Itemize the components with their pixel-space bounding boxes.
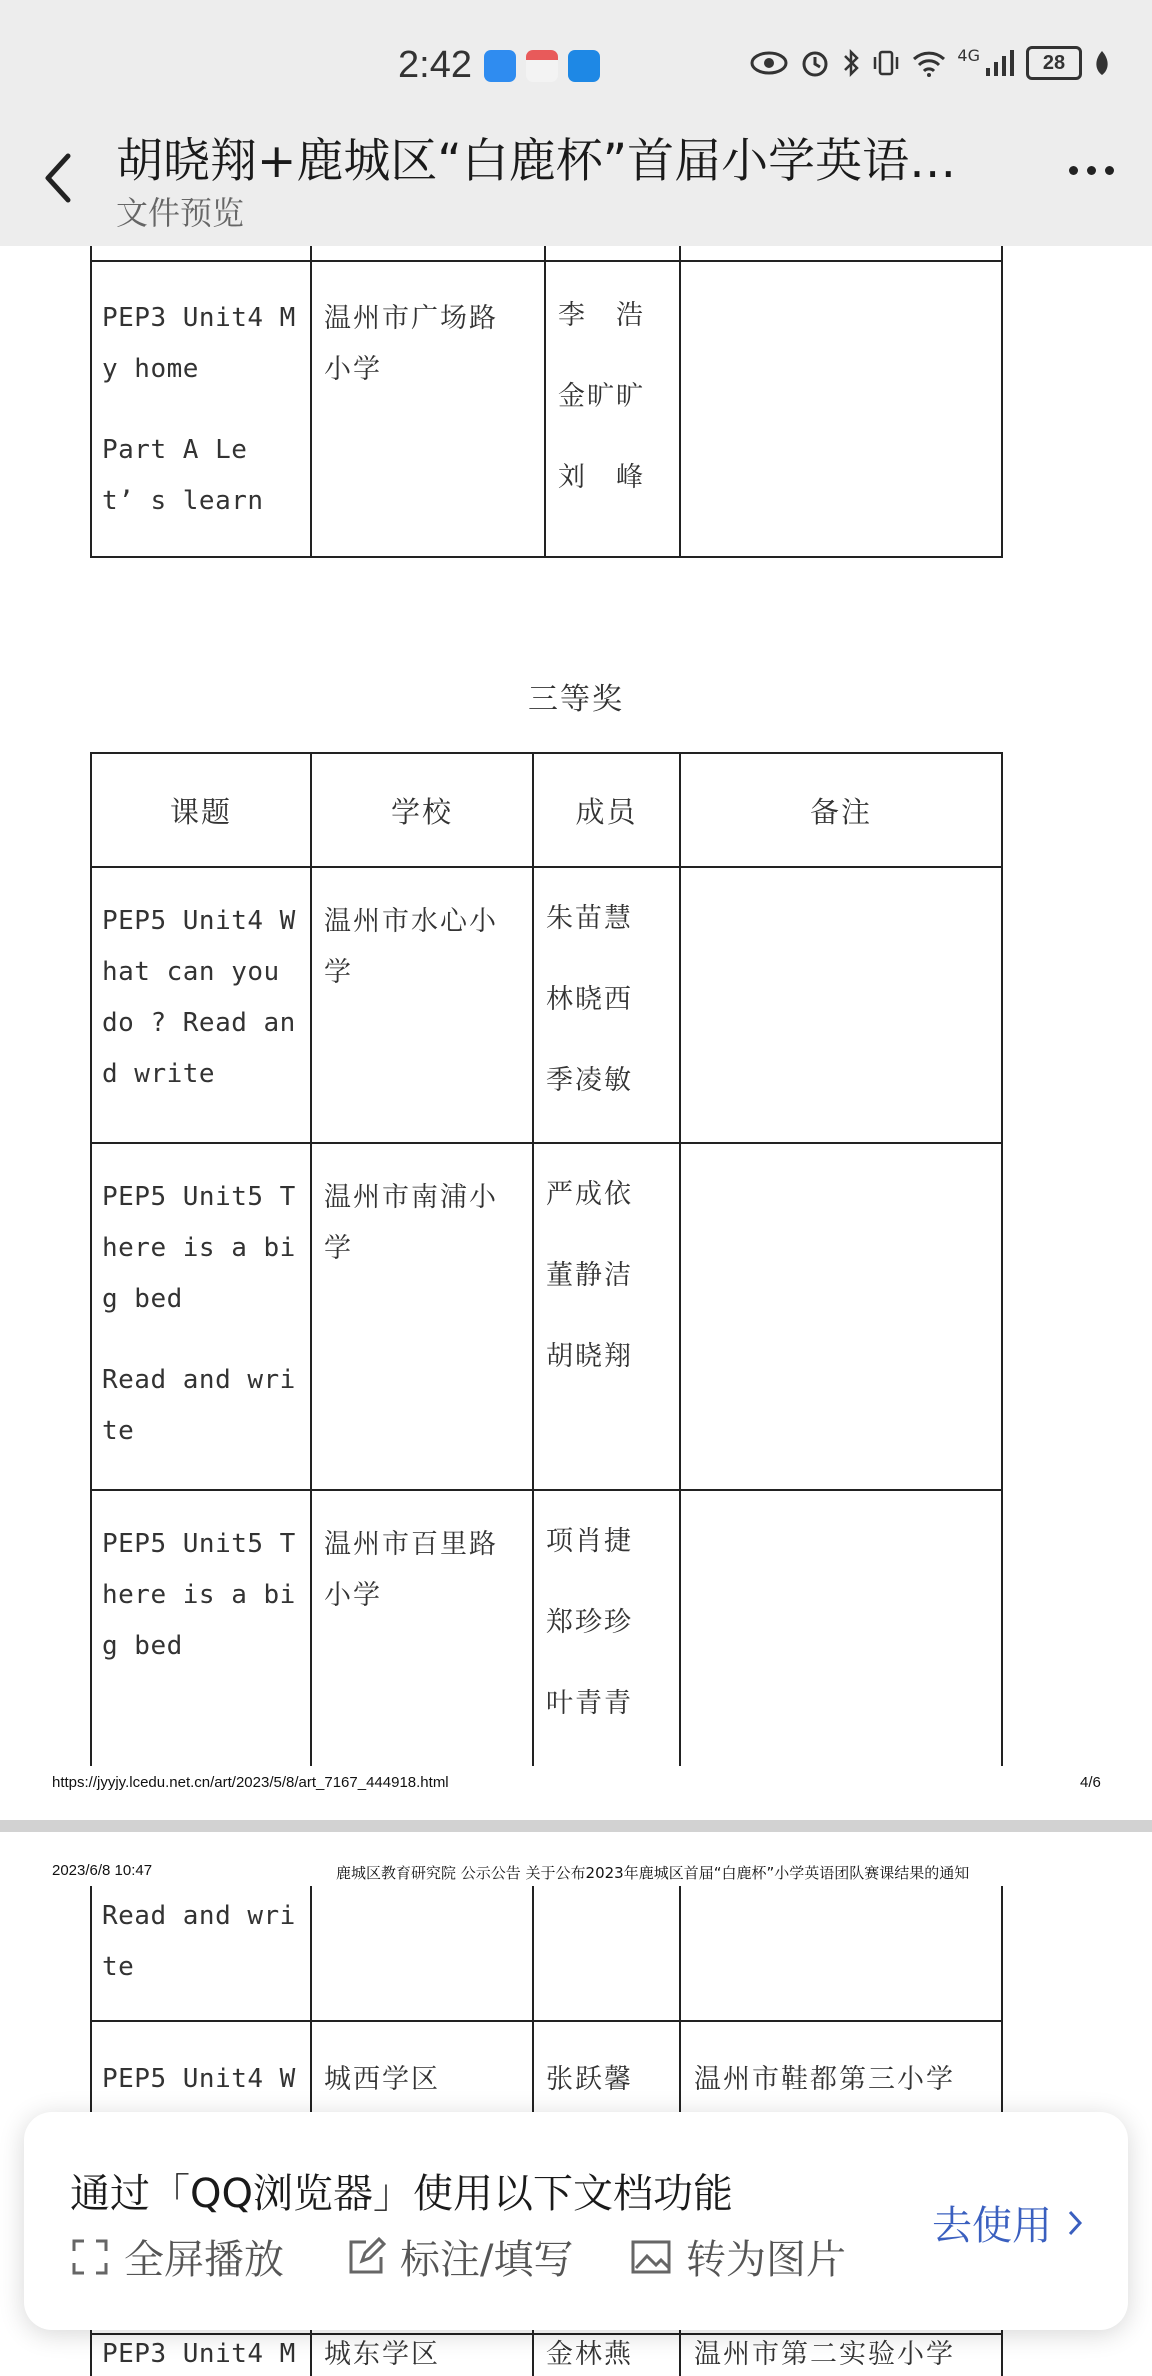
page-header-date: 2023/6/8 10:47 <box>52 1862 153 1879</box>
alarm-icon <box>799 47 831 79</box>
signal-icon <box>984 48 1016 78</box>
table-row-1-school: 温州市水心小 学 <box>324 906 498 988</box>
document-viewer[interactable] <box>0 246 1152 2376</box>
chevron-right-icon <box>1066 2208 1084 2238</box>
next-row-2-school: 城东学区 <box>324 2339 440 2370</box>
edit-icon <box>346 2237 386 2277</box>
title-bar <box>0 118 1152 246</box>
fullscreen-label: 全屏播放 <box>124 2237 284 2283</box>
vibrate-icon <box>871 48 901 78</box>
next-row-1-topic: PEP5 Unit4 W <box>102 2064 296 2094</box>
document-title: 胡晓翔+鹿城区“白鹿杯”首届小学英语… <box>116 134 957 189</box>
more-options-button[interactable] <box>1069 166 1114 175</box>
school-cell: 温州市广场路 小学 <box>324 303 498 385</box>
table-row-1-topic: PEP5 Unit4 W hat can you do ? Read an d write <box>102 906 296 1089</box>
header-notes: 备注 <box>809 795 872 829</box>
back-button[interactable] <box>38 148 78 208</box>
page-header-title: 鹿城区教育研究院 公示公告 关于公布2023年鹿城区首届“白鹿杯”小学英语团队赛课结果的通知 <box>336 1864 970 1882</box>
page-footer-url: https://jyyjy.lcedu.net.cn/art/2023/5/8/art_7167_444918.html <box>52 1774 449 1791</box>
table-row-3-members: 项肖捷 郑珍珍 叶青青 <box>546 1526 633 1719</box>
continued-topic-cell: Read and wri te <box>102 1901 296 1982</box>
next-row-1-note: 温州市鞋都第三小学 <box>694 2064 955 2095</box>
topic-cell: PEP3 Unit4 M y home Part A Le t’ s learn <box>102 303 296 516</box>
members-cell: 李 浩 金旷旷 刘 峰 <box>558 300 645 493</box>
next-row-1-member: 张跃馨 <box>546 2064 633 2095</box>
qq-browser-promo-popup[interactable] <box>24 2112 1128 2330</box>
wifi-icon <box>911 48 947 78</box>
network-type-label: 4G <box>957 46 980 65</box>
bluetooth-icon <box>841 47 861 79</box>
next-row-2-member: 金林燕 <box>546 2339 633 2370</box>
next-row-2-note: 温州市第二实验小学 <box>694 2339 955 2370</box>
page-number: 4/6 <box>1080 1774 1101 1791</box>
next-row-1-school: 城西学区 <box>324 2064 440 2095</box>
to-image-feature[interactable] <box>630 2228 846 2285</box>
leaf-icon <box>1092 48 1112 78</box>
table-row-2-topic: PEP5 Unit5 T here is a bi g bed Read and wri te <box>102 1182 296 1446</box>
calendar-app-icon <box>526 50 558 82</box>
fullscreen-icon <box>70 2237 110 2277</box>
status-time: 2:42 <box>398 44 472 86</box>
go-use-label: 去使用 <box>932 2203 1052 2249</box>
document-subtitle: 文件预览 <box>116 194 245 232</box>
next-row-2-topic: PEP3 Unit4 M <box>102 2339 296 2369</box>
table-row-3-topic: PEP5 Unit5 T here is a bi g bed <box>102 1529 296 1661</box>
status-bar <box>0 0 1152 130</box>
image-icon <box>630 2239 672 2275</box>
award-title: 三等奖 <box>528 682 624 717</box>
header-members: 成员 <box>575 795 638 829</box>
popup-title: 通过「QQ浏览器」使用以下文档功能 <box>70 2171 733 2217</box>
to-image-label: 转为图片 <box>686 2237 846 2283</box>
table-row-1-members: 朱苗慧 林晓西 季凌敏 <box>546 903 633 1096</box>
table-row-2-members: 严成依 董静洁 胡晓翔 <box>546 1179 633 1372</box>
annotate-feature[interactable] <box>346 2228 573 2285</box>
go-use-button[interactable] <box>932 2194 1084 2251</box>
battery-icon: 28 <box>1026 46 1082 80</box>
page-separator <box>0 1820 1152 1832</box>
header-school: 学校 <box>390 795 453 829</box>
weather-app-icon <box>484 50 516 82</box>
table-row-2-school: 温州市南浦小 学 <box>324 1182 498 1264</box>
fullscreen-feature[interactable] <box>70 2228 284 2285</box>
eye-icon <box>749 49 789 77</box>
table-row-3-school: 温州市百里路 小学 <box>324 1529 498 1611</box>
annotate-label: 标注/填写 <box>400 2237 574 2283</box>
messaging-app-icon <box>568 50 600 82</box>
header-topic: 课题 <box>169 795 232 829</box>
